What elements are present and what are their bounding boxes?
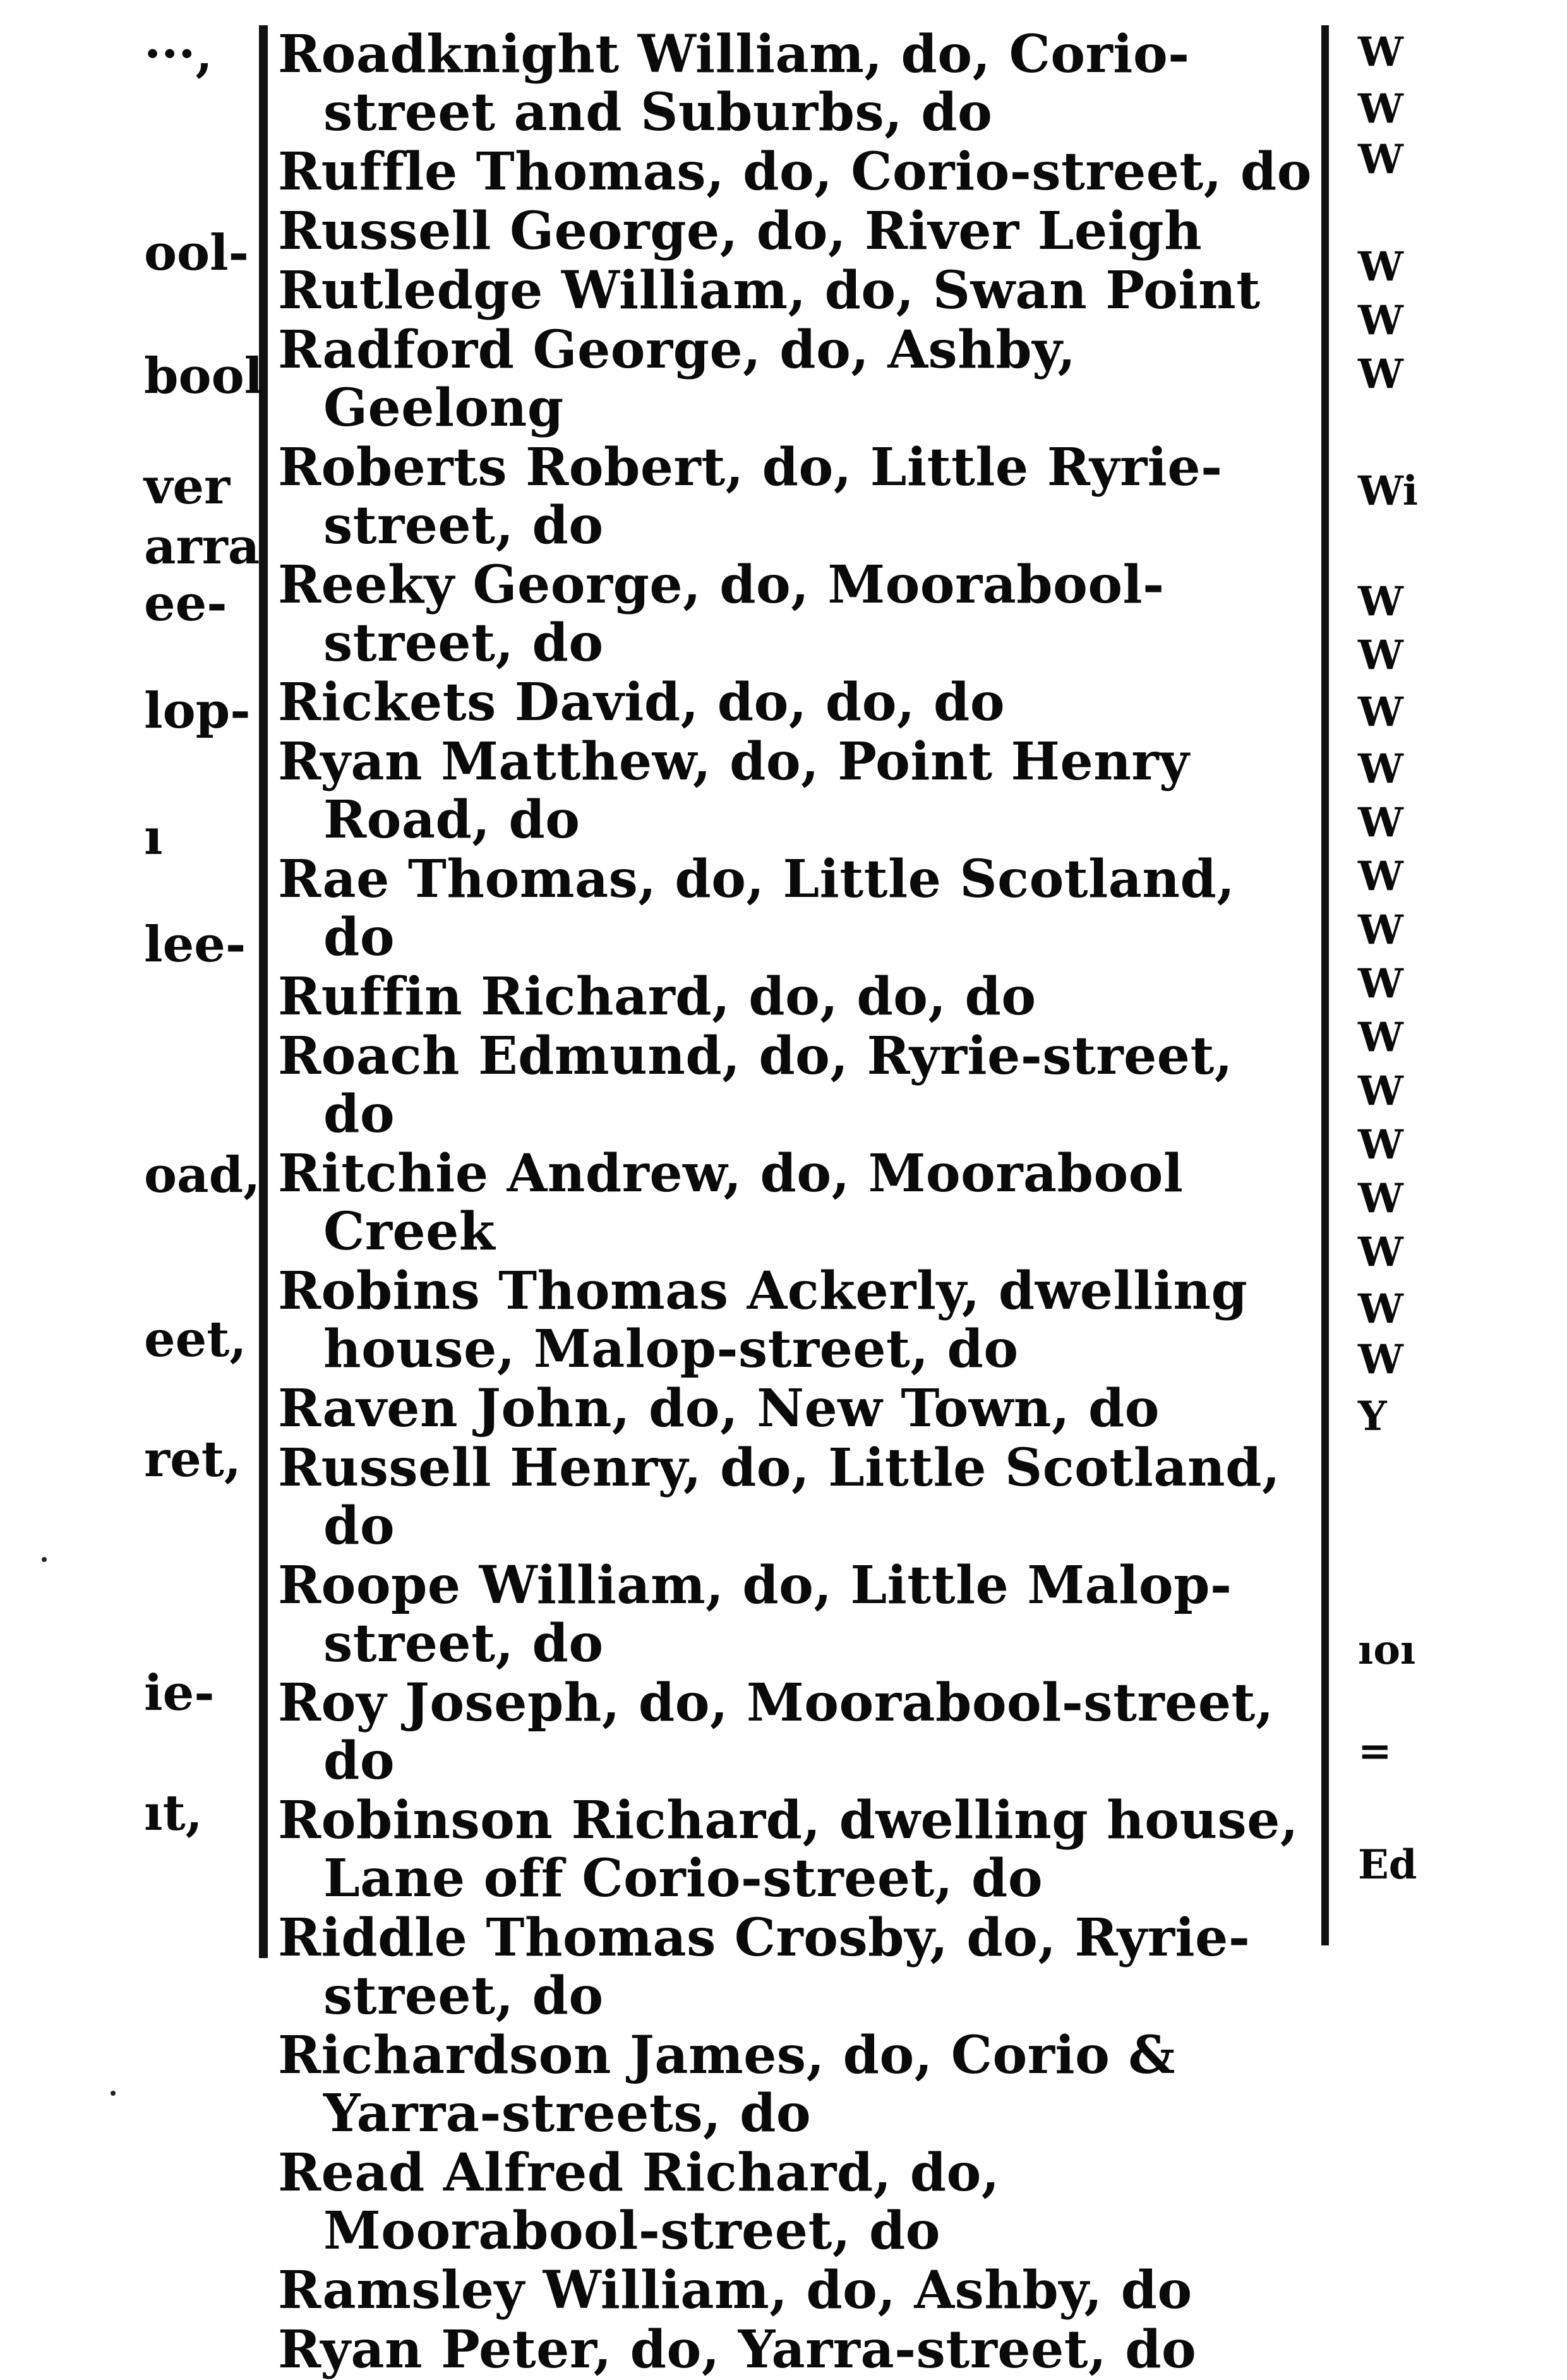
- right-fragment: W: [1358, 906, 1403, 954]
- right-fragment: W: [1358, 1285, 1403, 1333]
- directory-entry: Roope William, do, Little Malop-street, do: [278, 1555, 1232, 1674]
- right-fragment: W: [1358, 1336, 1403, 1383]
- left-fragment: ver: [144, 458, 231, 515]
- right-fragment: W: [1358, 745, 1403, 793]
- right-fragment: W: [1358, 243, 1403, 291]
- right-fragment: W: [1358, 351, 1403, 398]
- directory-entry: Robins Thomas Ackerly, dwelling house, Malop-street, do: [278, 1261, 1248, 1379]
- directory-entry: Ruffin Richard, do, do, do: [278, 966, 1036, 1027]
- directory-entry: Raven John, do, New Town, do: [278, 1378, 1160, 1439]
- right-fragment: W: [1358, 1067, 1403, 1115]
- directory-entry: Robinson Richard, dwelling house, Lane off Corio-street, do: [278, 1790, 1299, 1909]
- left-fragment: arra: [144, 518, 260, 575]
- right-fragment: W: [1358, 1121, 1403, 1169]
- right-fragment: Wi: [1358, 467, 1419, 515]
- right-fragment: W: [1358, 578, 1403, 625]
- directory-entry: Reeky George, do, Moorabool-street, do: [278, 555, 1165, 673]
- directory-entry: Rae Thomas, do, Little Scotland, do: [278, 849, 1235, 968]
- directory-entry: Rickets David, do, do, do: [278, 672, 1006, 733]
- directory-entry: Russell George, do, River Leigh: [278, 201, 1203, 261]
- right-fragment: W: [1358, 297, 1403, 344]
- directory-column: [278, 25, 1314, 2380]
- right-fragment: Y: [1358, 1393, 1387, 1440]
- right-fragment: W: [1358, 1014, 1403, 1061]
- left-fragment: bool: [144, 347, 263, 405]
- directory-entry: Ryan Matthew, do, Point Henry Road, do: [278, 731, 1190, 850]
- right-fragment: =: [1358, 1728, 1392, 1775]
- right-fragment: W: [1358, 688, 1403, 736]
- right-fragment: Ed: [1358, 1841, 1417, 1889]
- scan-speck: [42, 1557, 47, 1562]
- directory-entry: Ritchie Andrew, do, Moorabool Creek: [278, 1143, 1184, 1262]
- directory-entry: Roberts Robert, do, Little Ryrie-street, do: [278, 437, 1223, 556]
- right-fragment: W: [1358, 28, 1403, 76]
- right-fragment: ıoı: [1358, 1626, 1416, 1674]
- left-fragment: ee-: [144, 575, 227, 632]
- directory-entry: Ramsley William, do, Ashby, do: [278, 2260, 1192, 2321]
- directory-entry: Read Alfred Richard, do, Moorabool-street, do: [278, 2143, 1000, 2261]
- right-fragment: W: [1358, 1175, 1403, 1222]
- right-fragment: W: [1358, 853, 1403, 900]
- left-fragment: ool-: [144, 224, 249, 282]
- directory-entry: Roy Joseph, do, Moorabool-street, do: [278, 1673, 1274, 1791]
- right-fragment: W: [1358, 960, 1403, 1007]
- left-fragment: ıt,: [144, 1784, 203, 1842]
- right-fragment: W: [1358, 799, 1403, 846]
- left-fragment: lop-: [144, 682, 251, 740]
- directory-entry: Roach Edmund, do, Ryrie-street, do: [278, 1026, 1233, 1145]
- left-fragment: eet,: [144, 1311, 247, 1368]
- left-fragment: lee-: [144, 916, 246, 973]
- directory-entry: Ryan Peter, do, Yarra-street, do: [278, 2319, 1197, 2380]
- left-fragment: oad,: [144, 1146, 261, 1204]
- column-rule-left: [259, 25, 268, 1958]
- directory-entry: Rutledge William, do, Swan Point: [278, 260, 1261, 321]
- directory-entry: Russell Henry, do, Little Scotland, do: [278, 1438, 1281, 1556]
- left-fragment: ı: [144, 808, 163, 866]
- right-fragment: W: [1358, 1229, 1403, 1276]
- directory-entry: Riddle Thomas Crosby, do, Ryrie-street, do: [278, 1908, 1251, 2026]
- right-fragment: W: [1358, 632, 1403, 679]
- left-fragment: ret,: [144, 1431, 241, 1488]
- scan-speck: [111, 2091, 116, 2096]
- left-fragment: ···,: [144, 25, 213, 83]
- directory-entry: Roadknight William, do, Corio-street and Suburbs, do: [278, 24, 1190, 143]
- right-fragment: W: [1358, 136, 1403, 183]
- directory-entry: Radford George, do, Ashby, Geelong: [278, 320, 1076, 438]
- right-fragment: W: [1358, 85, 1403, 133]
- left-fragment: ie-: [144, 1664, 215, 1722]
- column-rule-right: [1321, 25, 1329, 1945]
- directory-entry: Ruffle Thomas, do, Corio-street, do: [278, 141, 1312, 202]
- directory-entry: Richardson James, do, Corio & Yarra-streets, do: [278, 2025, 1175, 2144]
